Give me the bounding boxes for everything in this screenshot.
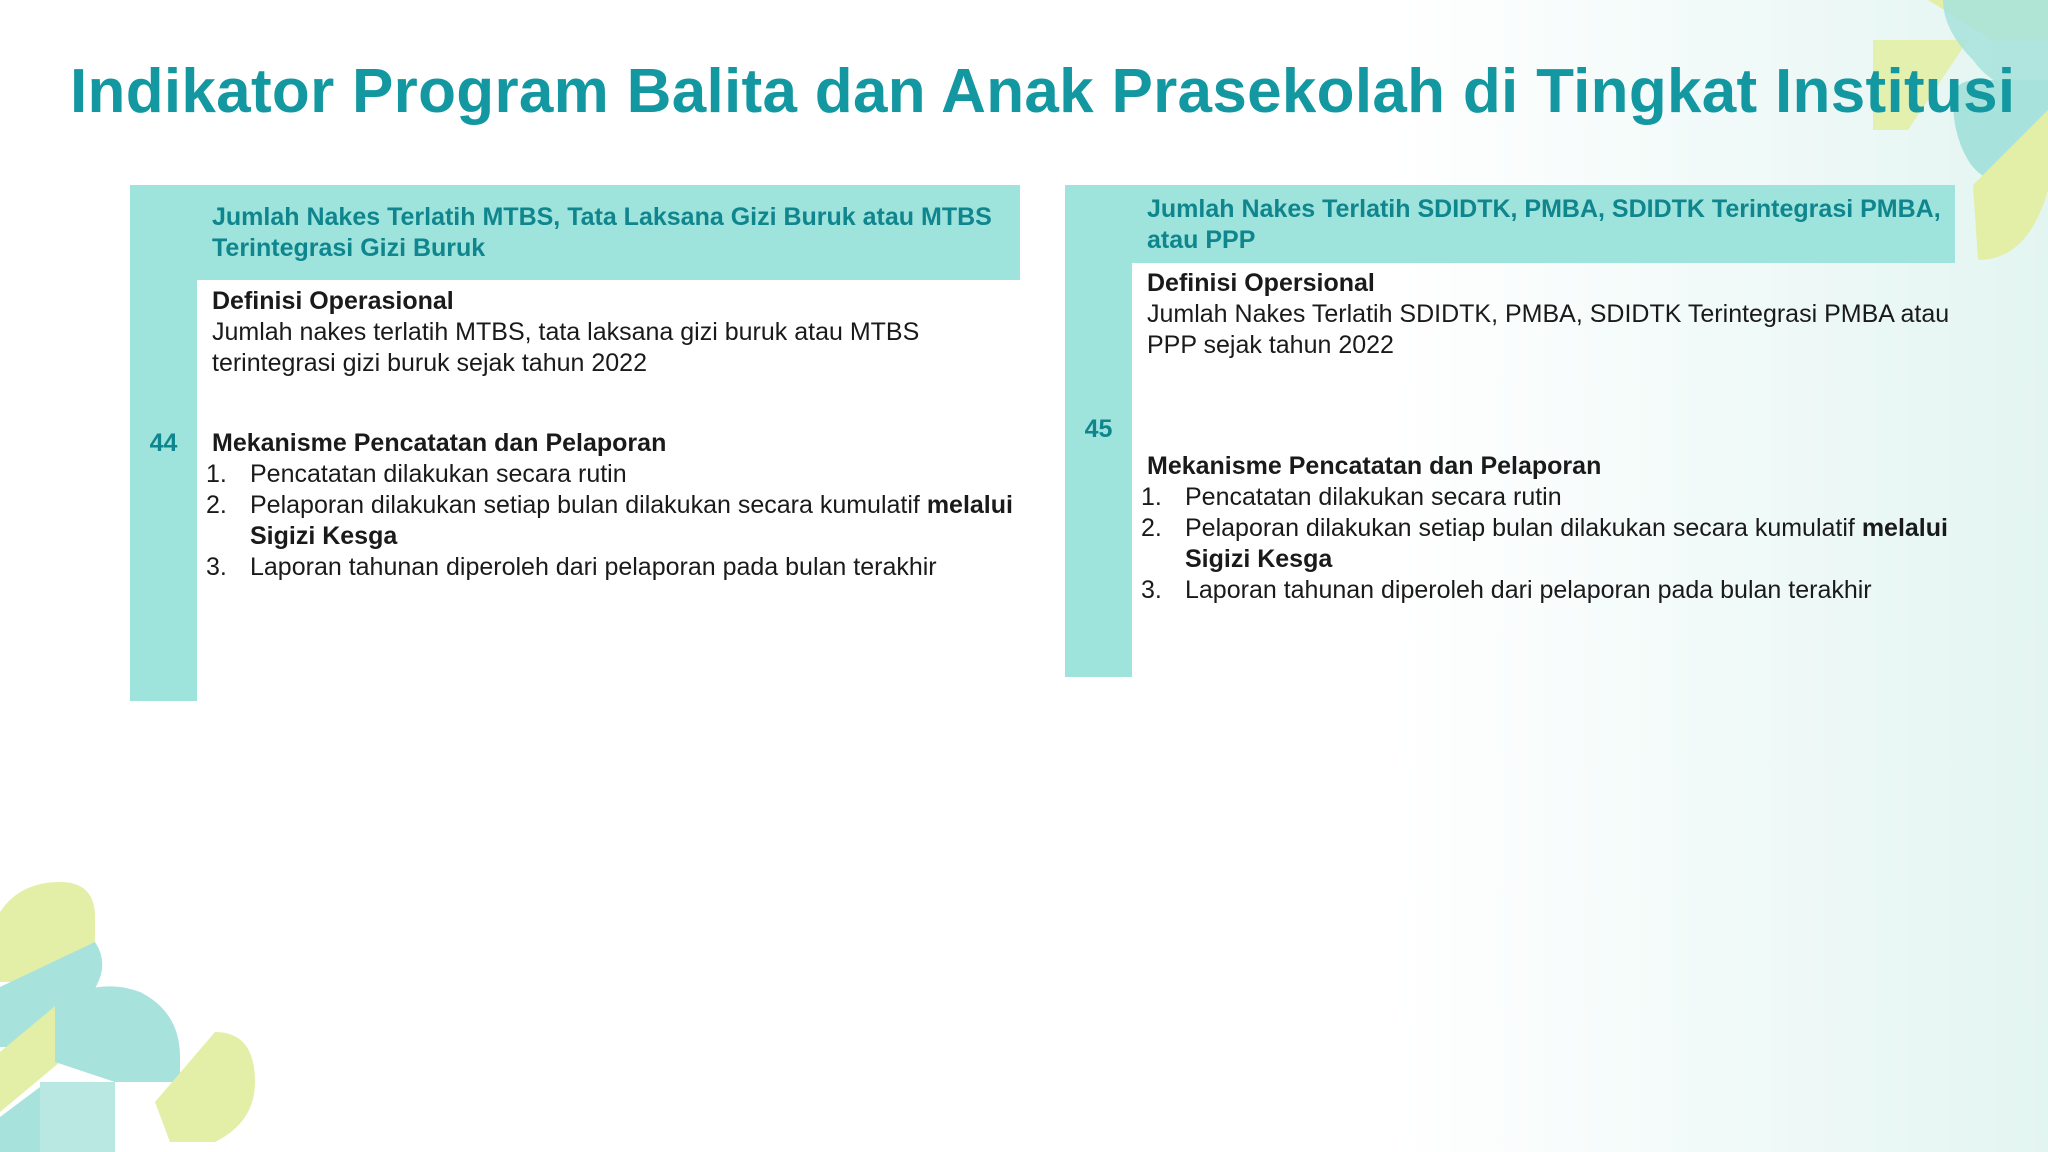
definition-text: Jumlah Nakes Terlatih SDIDTK, PMBA, SDIDTK Terintegrasi PMBA atau PPP sejak tahun 2022 xyxy=(1147,300,1950,359)
mechanism-list xyxy=(1141,482,1955,606)
mechanism-section xyxy=(1141,451,1955,606)
list-item xyxy=(1141,575,1955,606)
list-text: Laporan tahunan diperoleh dari pelaporan pada bulan terakhir xyxy=(250,553,937,581)
list-text: Laporan tahunan diperoleh dari pelaporan pada bulan terakhir xyxy=(1185,576,1872,604)
card-header-title: Jumlah Nakes Terlatih SDIDTK, PMBA, SDIDTK Terintegrasi PMBA, atau PPP xyxy=(1147,195,1941,254)
indicator-card-44 xyxy=(130,185,1020,701)
definition-section xyxy=(1147,268,1955,361)
list-item xyxy=(1141,482,1955,513)
card-header-title: Jumlah Nakes Terlatih MTBS, Tata Laksana Gizi Buruk atau MTBS Terintegrasi Gizi Buruk xyxy=(212,203,992,262)
list-text-bold: melalui Sigizi Kesga xyxy=(250,491,1013,550)
list-number: 2. xyxy=(1141,514,1162,542)
indicator-number: 45 xyxy=(1084,415,1113,443)
list-number: 3. xyxy=(1141,576,1162,604)
mechanism-label: Mekanisme Pencatatan dan Pelaporan xyxy=(1147,452,1602,480)
list-number: 1. xyxy=(206,460,227,488)
list-item xyxy=(206,490,1020,552)
list-text: Pencatatan dilakukan secara rutin xyxy=(1185,483,1562,511)
slide-title: Indikator Program Balita dan Anak Prasekolah di Tingkat Institusi xyxy=(70,57,2016,126)
definition-label: Definisi Opersional xyxy=(1147,269,1375,297)
list-number: 1. xyxy=(1141,483,1162,511)
list-item xyxy=(206,552,1020,583)
indicator-number: 44 xyxy=(149,429,178,457)
definition-text: Jumlah nakes terlatih MTBS, tata laksana gizi buruk atau MTBS terintegrasi gizi buruk sejak tahun 2022 xyxy=(212,318,920,377)
corner-decoration-bottom-left xyxy=(0,882,265,1152)
list-text: Pencatatan dilakukan secara rutin xyxy=(250,460,627,488)
list-item xyxy=(206,459,1020,490)
list-number: 3. xyxy=(206,553,227,581)
list-text-bold: melalui Sigizi Kesga xyxy=(1185,514,1948,573)
mechanism-section xyxy=(206,428,1020,583)
indicator-card-45 xyxy=(1065,185,1955,677)
mechanism-list xyxy=(206,459,1020,583)
mechanism-label: Mekanisme Pencatatan dan Pelaporan xyxy=(212,429,667,457)
list-text: Pelaporan dilakukan setiap bulan dilakukan secara kumulatif xyxy=(250,491,927,519)
list-number: 2. xyxy=(206,491,227,519)
list-item xyxy=(1141,513,1955,575)
list-text: Pelaporan dilakukan setiap bulan dilakukan secara kumulatif xyxy=(1185,514,1862,542)
definition-label: Definisi Operasional xyxy=(212,287,454,315)
definition-section xyxy=(212,286,1020,379)
